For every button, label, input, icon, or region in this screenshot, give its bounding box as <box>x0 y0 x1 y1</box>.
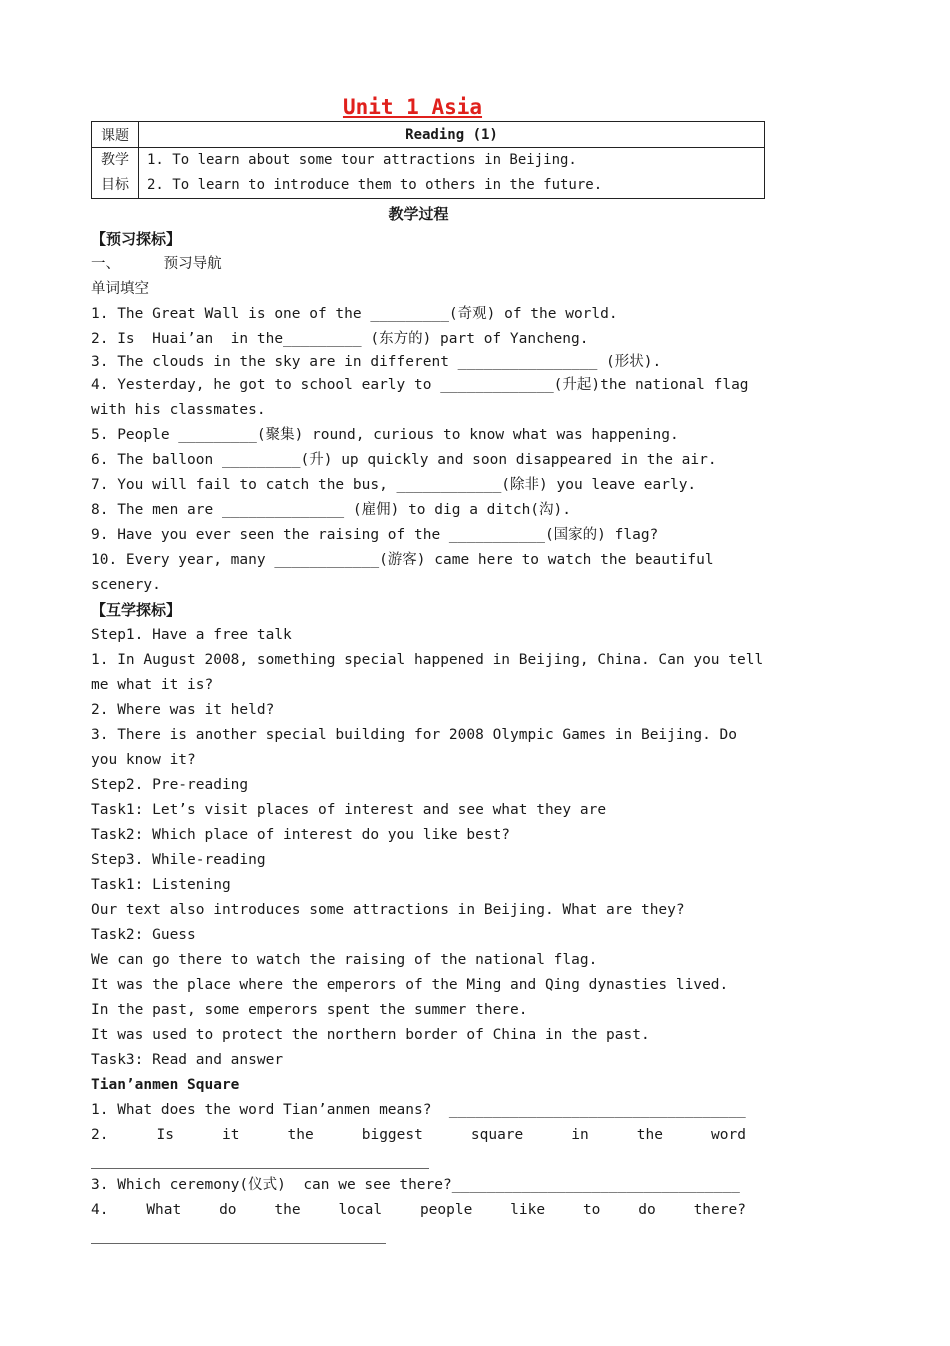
list-item: 8. The men are ______________ (雇佣) to dig a ditch(沟). <box>91 502 571 518</box>
answer-line[interactable] <box>91 1148 429 1169</box>
text-line: 1. In August 2008, something special happened in Beijing, China. Can you tell <box>91 652 764 668</box>
topic-value: Reading (1) <box>139 122 765 148</box>
lesson-info-table <box>91 121 765 199</box>
document-page <box>91 94 764 1248</box>
mutual-heading: 【互学探标】 <box>91 601 182 619</box>
page-title: Unit 1 Asia <box>342 95 483 119</box>
text-line: We can go there to watch the raising of the national flag. <box>91 952 598 968</box>
text-line: It was used to protect the northern border of China in the past. <box>91 1027 650 1043</box>
question-3: 3. Which ceremony(仪式) can we see there?_________________________________ <box>91 1177 740 1193</box>
process-heading: 教学过程 <box>388 205 449 223</box>
list-item: 10. Every year, many ____________(游客) came here to watch the beautiful <box>91 552 714 568</box>
topic-key: 课题 <box>92 122 139 148</box>
text-line: In the past, some emperors spent the summer there. <box>91 1002 528 1018</box>
list-item: 6. The balloon _________(升) up quickly and soon disappeared in the air. <box>91 452 717 468</box>
goal-2: 2. To learn to introduce them to others in the future. <box>147 177 603 193</box>
goal-1: 1. To learn about some tour attractions in Beijing. <box>147 152 577 168</box>
text-line: 2. Where was it held? <box>91 702 275 718</box>
list-item: 4. Yesterday, he got to school early to _____________(升起)the national flag <box>91 377 749 393</box>
text-line: you know it? <box>91 752 196 768</box>
answer-line[interactable] <box>91 1223 386 1244</box>
list-item: 3. The clouds in the sky are in different ________________ (形状). <box>91 354 662 370</box>
text-line: Task3: Read and answer <box>91 1052 284 1068</box>
list-item: 5. People _________(聚集) round, curious to know what was happening. <box>91 427 679 443</box>
text-line: Task1: Let’s visit places of interest and see what they are <box>91 802 607 818</box>
list-item: with his classmates. <box>91 402 266 418</box>
text-line: Task1: Listening <box>91 877 231 893</box>
fill-in-heading: 单词填空 <box>91 281 149 297</box>
text-line: Task2: Guess <box>91 927 196 943</box>
text-line: Step3. While-reading <box>91 852 266 868</box>
list-item: 7. You will fail to catch the bus, ____________(除非) you leave early. <box>91 477 697 493</box>
text-line: Our text also introduces some attractions in Beijing. What are they? <box>91 902 685 918</box>
question-4: 4. What do the local people like to do there? <box>91 1202 746 1218</box>
question-2: 2. Is it the biggest square in the word <box>91 1127 746 1143</box>
answer-line-wrap <box>91 1223 746 1248</box>
answer-line-wrap <box>91 1148 746 1173</box>
text-line: 3. There is another special building for 2008 Olympic Games in Beijing. Do <box>91 727 738 743</box>
text-line: Step1. Have a free talk <box>91 627 292 643</box>
list-item: 2. Is Huai’an in the_________ (东方的) part of Yancheng. <box>91 331 589 347</box>
text-line: Task2: Which place of interest do you like best? <box>91 827 511 843</box>
text-line: It was the place where the emperors of the Ming and Qing dynasties lived. <box>91 977 729 993</box>
goal-values <box>139 148 765 199</box>
goal-key: 教学 目标 <box>92 148 139 199</box>
list-item: 9. Have you ever seen the raising of the ___________(国家的) flag? <box>91 527 659 543</box>
preview-subheading: 一、 预习导航 <box>91 256 222 272</box>
list-item: 1. The Great Wall is one of the _________(奇观) of the world. <box>91 306 618 322</box>
preview-heading: 【预习探标】 <box>91 230 182 248</box>
text-line: me what it is? <box>91 677 214 693</box>
question-1: 1. What does the word Tian’anmen means? __________________________________ <box>91 1102 746 1118</box>
text-line: Step2. Pre-reading <box>91 777 249 793</box>
section-subheading: Tian’anmen Square <box>91 1077 240 1093</box>
list-item: scenery. <box>91 577 161 593</box>
